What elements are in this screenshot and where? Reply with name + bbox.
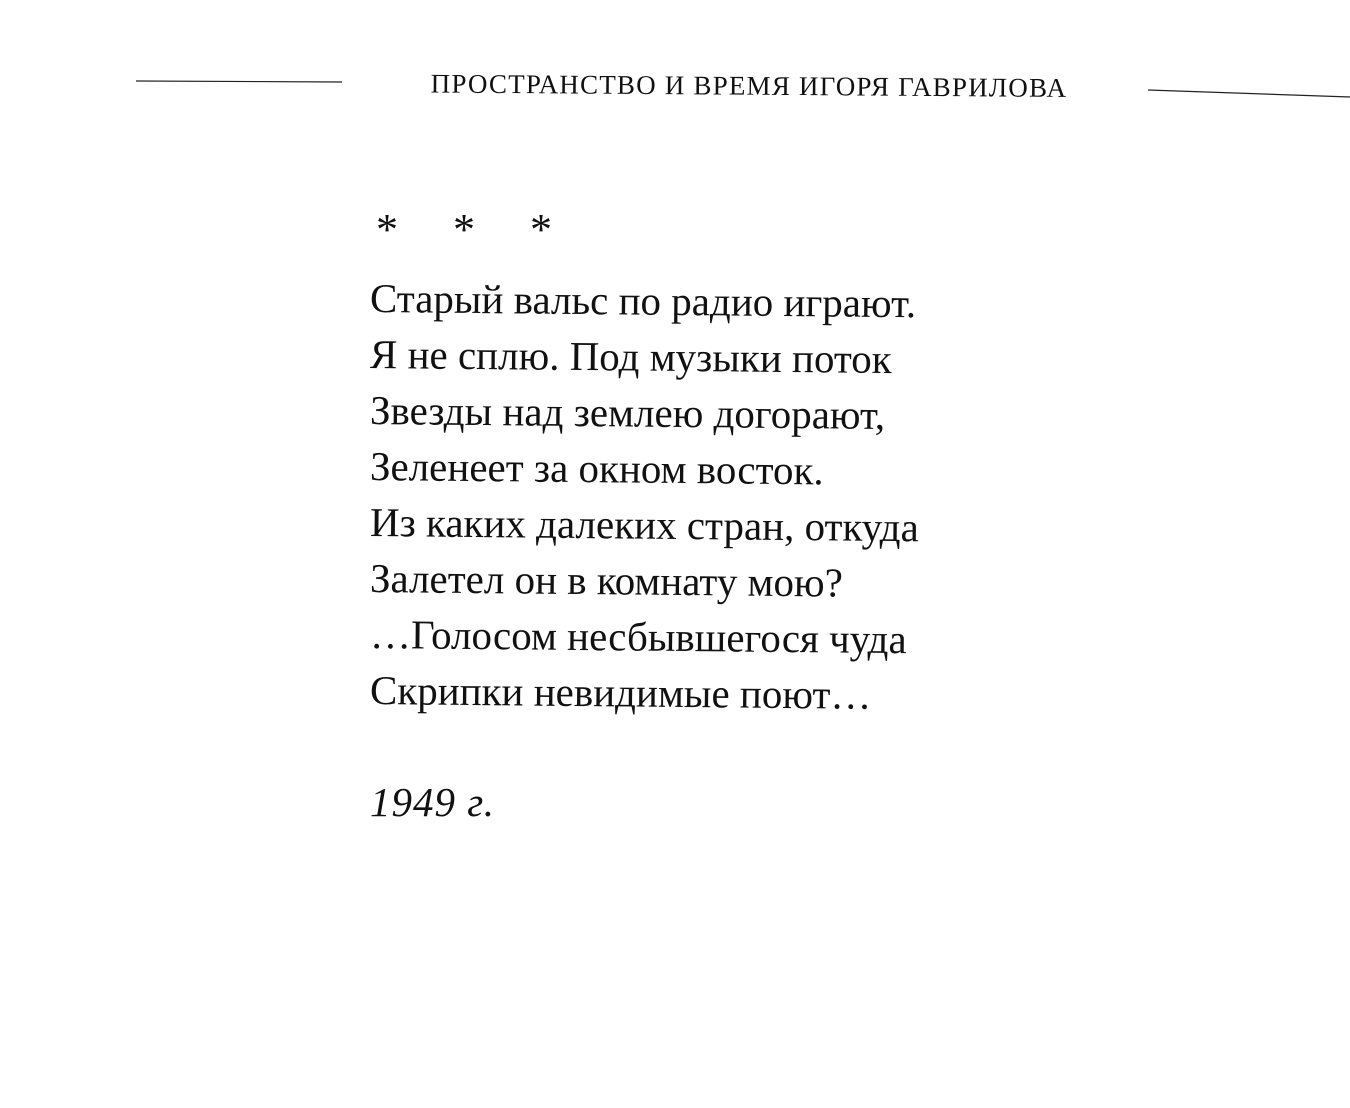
poem-line: Я не сплю. Под музыки поток: [369, 331, 892, 383]
running-head-title: ПРОСТРАНСТВО И ВРЕМЯ ИГОРЯ ГАВРИЛОВА: [430, 68, 1068, 103]
poem-line: Скрипки невидимые поют…: [369, 667, 872, 718]
poem-line: Звезды над землею догорают,: [369, 387, 886, 438]
poem: [370, 200, 1070, 830]
running-head: [136, 60, 1350, 110]
running-head-rule-left: [136, 81, 342, 82]
poem-date: 1949 г.: [370, 779, 495, 825]
poem-line: Старый вальс по радио играют.: [369, 275, 917, 327]
poem-line: Зеленеет за окном восток.: [369, 443, 824, 494]
poem-separator: * * *: [376, 205, 574, 254]
poem-line: Залетел он в комнату мою?: [369, 555, 844, 606]
poem-lines: [370, 270, 1070, 718]
poem-line: …Голосом несбывшегося чуда: [369, 611, 907, 663]
running-head-rule-right: [1148, 90, 1350, 97]
poem-line: Из каких далеких стран, откуда: [369, 499, 919, 551]
